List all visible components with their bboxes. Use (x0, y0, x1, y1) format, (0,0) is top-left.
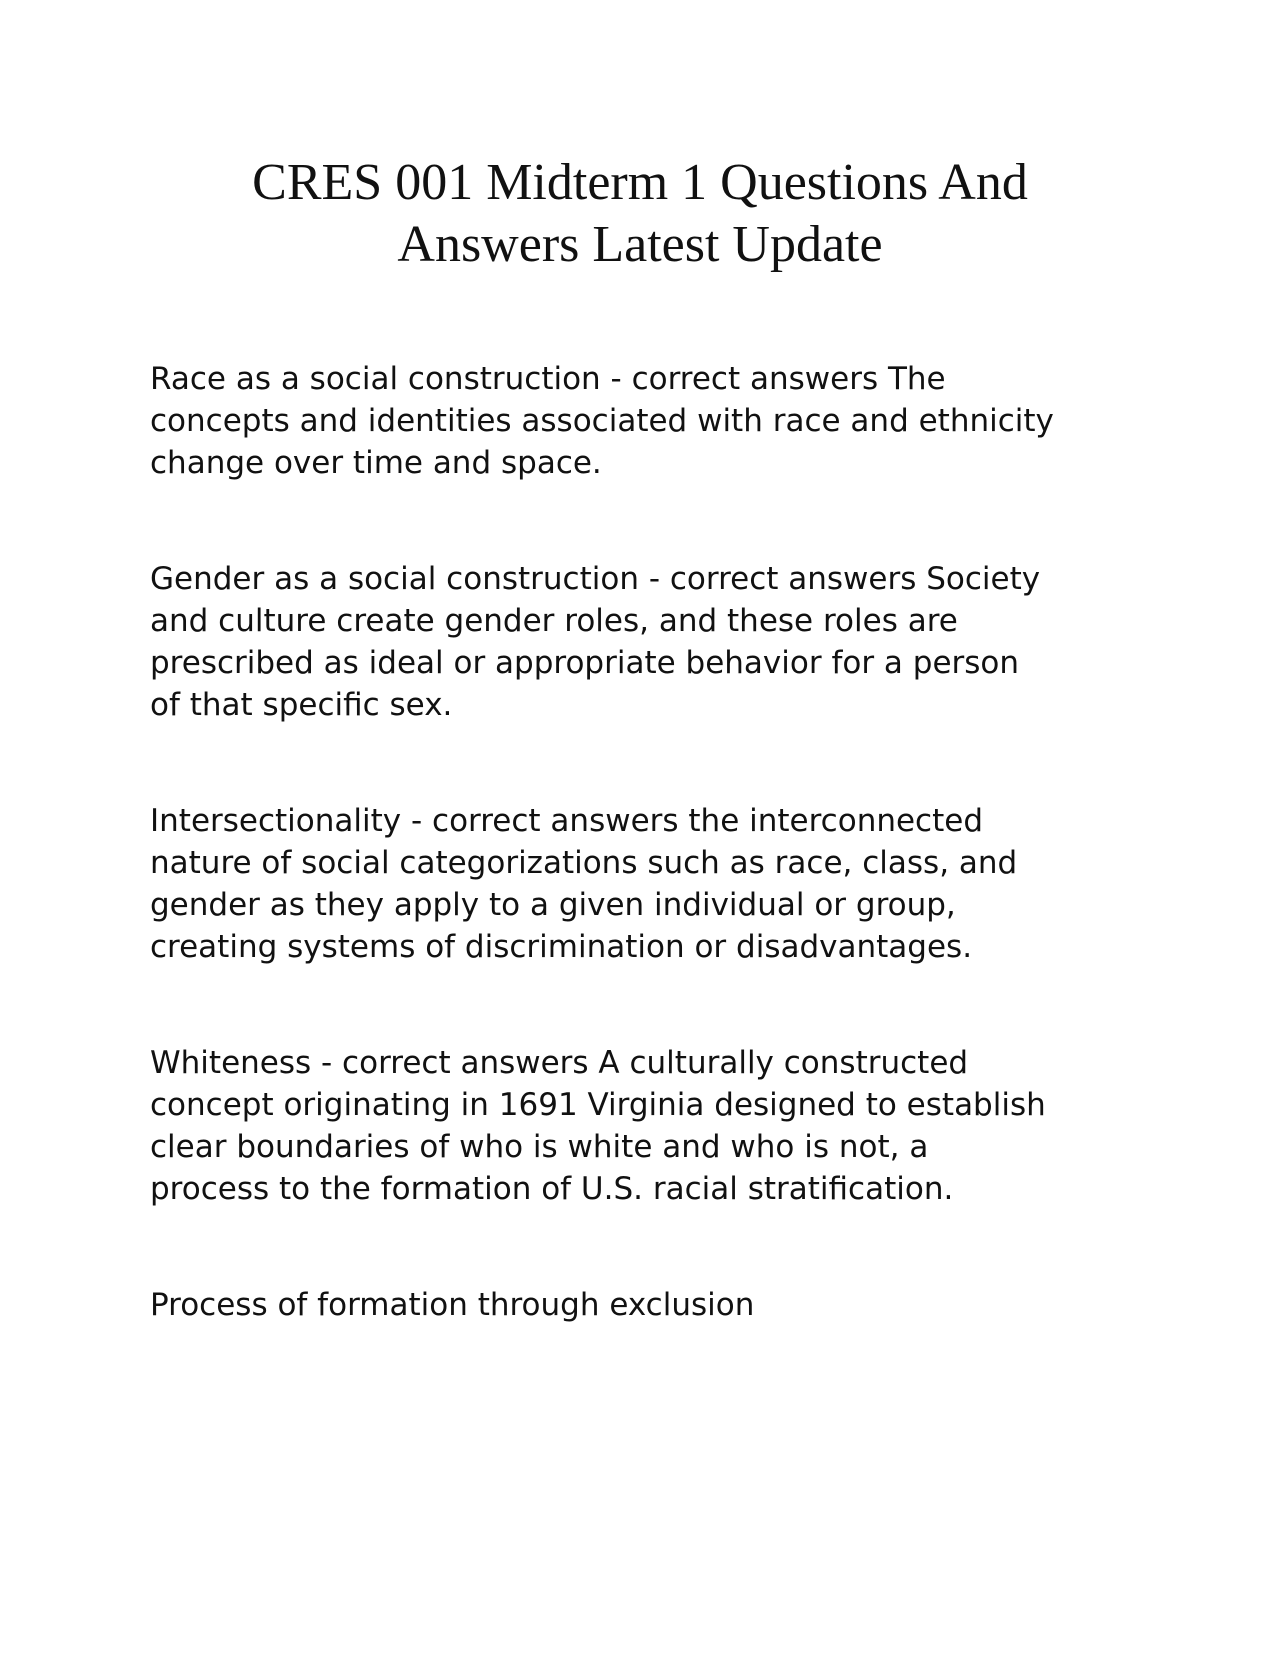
qa-entry-whiteness: Whiteness - correct answers A culturally constructed concept originating in 1691 Virginia designed to establish clear boundaries of who is white and who is not, a process to the formation of U.S. racial stratification. (150, 1045, 1046, 1207)
qa-entry-formation-exclusion: Process of formation through exclusion (150, 1287, 755, 1323)
qa-entry-gender: Gender as a social construction - correct answers Society and culture create gender roles, and these roles are prescribed as ideal or appropriate behavior for a person of that specific sex. (150, 561, 1041, 723)
document-title-line-1: CRES 001 Midterm 1 Questions And (252, 154, 1028, 211)
document-title-line-2: Answers Latest Update (397, 216, 883, 273)
qa-entry-intersectionality: Intersectionality - correct answers the interconnected nature of social categorizations such as race, class, and gender as they apply to a given individual or group, creating systems of discrimination or disadvantages. (150, 803, 1018, 965)
document-title (160, 152, 1120, 276)
qa-entry-race: Race as a social construction - correct answers The concepts and identities associated with race and ethnicity change over time and space. (150, 361, 1054, 481)
qa-entry-list (150, 358, 1140, 1400)
